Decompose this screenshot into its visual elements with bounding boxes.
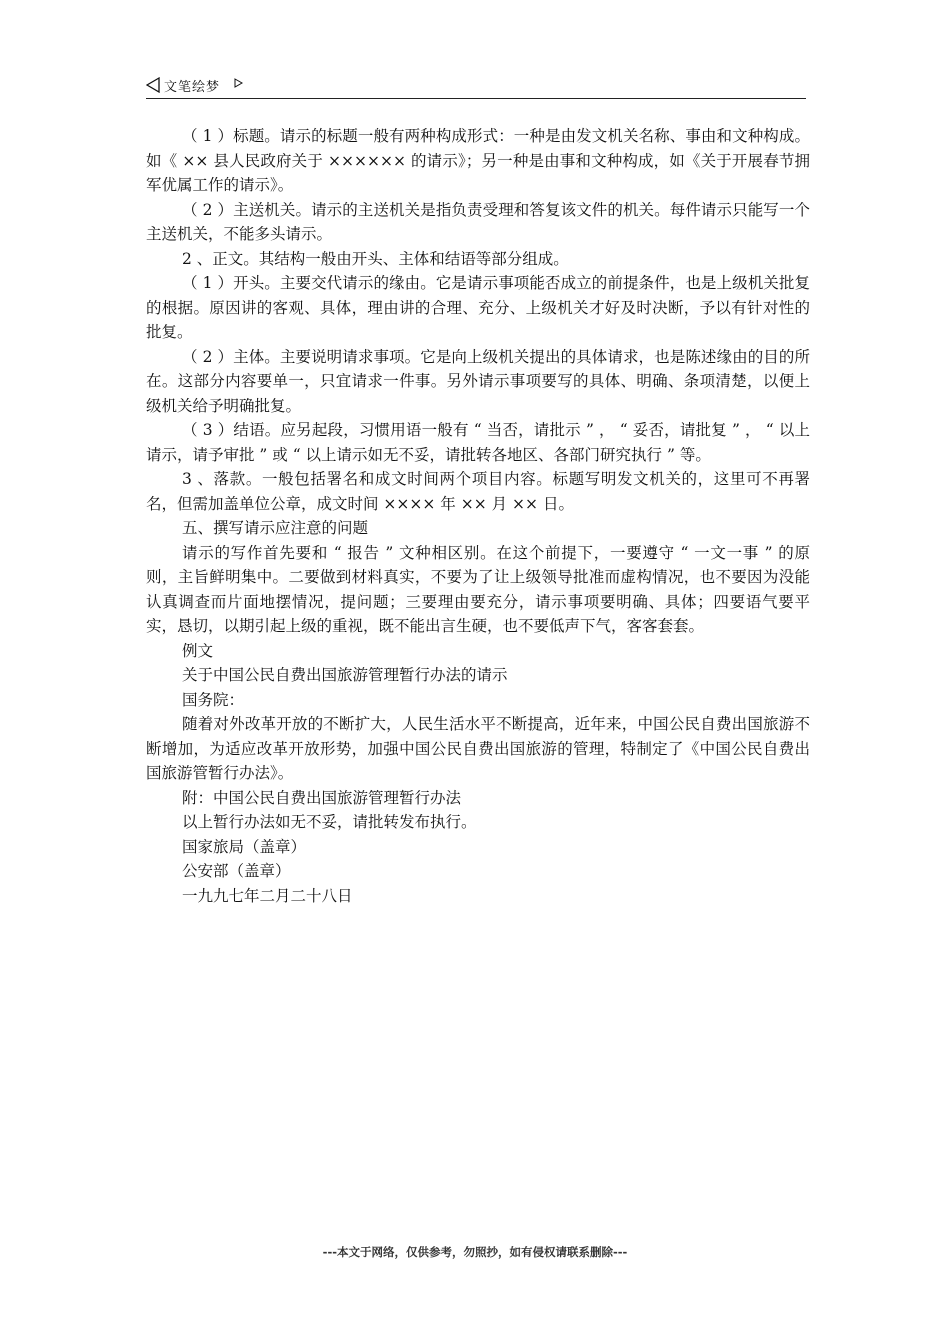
document-body — [146, 124, 810, 908]
paragraph-writing-notes: 请示的写作首先要和 “ 报告 ” 文种相区别。在这个前提下，一要遵守 “ 一文一事 ” 的原则，主旨鲜明集中。二要做到材料真实，不要为了让上级领导批准而虚构情况，也不要因为没能认真调查而片面地摆情况，提问题；三要理由要充分，请示事项要明确、具体；四要语气要平实，恳切，以期引起上级的重视，既不能出言生硬，也不要低声下气，客客套套。 — [146, 543, 810, 635]
example-recipient: 国务院： — [182, 690, 245, 709]
example-body: 随着对外改革开放的不断扩大，人民生活水平不断提高，近年来，中国公民自费出国旅游不断增加，为适应改革开放形势，加强中国公民自费出国旅游的管理，特制定了《中国公民自费出国旅游管暂行办法》。 — [146, 715, 810, 782]
example-label: 例文 — [182, 641, 214, 660]
example-sender-1: 国家旅局（盖章） — [182, 837, 307, 856]
example-request-line: 以上暂行办法如无不妥，请批转发布执行。 — [182, 813, 477, 831]
header-brand: 文笔绘梦 — [164, 80, 221, 95]
example-attachment: 附：中国公民自费出国旅游管理暂行办法 — [182, 788, 462, 807]
example-sender-2: 公安部（盖章） — [182, 862, 291, 880]
left-triangle-icon — [146, 77, 160, 93]
paragraph-main-body: （ 2 ）主体。主要说明请求事项。它是向上级机关提出的具体请求，也是陈述缘由的目的所在。这部分内容要单一，只宜请求一件事。另外请示事项要写的具体、明确、条项清楚，以便上级机关给予明确批复。 — [146, 347, 810, 415]
paragraph-closing: （ 3 ）结语。应另起段，习惯用语一般有 “ 当否，请批示 ” ， “ 妥否，请批复 ” ， “ 以上请示，请予审批 ” 或 “ 以上请示如无不妥，请批转各地区、各部门研究执行 ” 等。 — [146, 421, 810, 464]
footer-disclaimer: ---本文于网络，仅供参考，勿照抄，如有侵权请联系删除--- — [322, 1245, 628, 1259]
paragraph-title-section: （ 1 ）标题。请示的标题一般有两种构成形式：一种是由发文机关名称、事由和文种构成。如《 ×× 县人民政府关于 ×××××× 的请示》；另一种是由事和文种构成，如《关于开展春节拥军优属工作的请示》。 — [146, 127, 810, 194]
paragraph-signature: 3 、落款。一般包括署名和成文时间两个项目内容。标题写明发文机关的，这里可不再署名，但需加盖单位公章，成文时间 ×××× 年 ×× 月 ×× 日。 — [146, 470, 810, 513]
example-date: 一九九七年二月二十八日 — [182, 886, 353, 905]
section-heading-notes: 五、撰写请示应注意的问题 — [182, 519, 369, 537]
right-triangle-icon — [234, 78, 243, 88]
paragraph-opening: （ 1 ）开头。主要交代请示的缘由。它是请示事项能否成立的前提条件，也是上级机关批复的根据。原因讲的客观、具体，理由讲的合理、充分、上级机关才好及时决断，予以有针对性的批复。 — [146, 274, 810, 341]
paragraph-body-heading: 2 、正文。其结构一般由开头、主体和结语等部分组成。 — [182, 249, 569, 268]
paragraph-recipient-section: （ 2 ）主送机关。请示的主送机关是指负责受理和答复该文件的机关。每件请示只能写一个主送机关，不能多头请示。 — [146, 200, 810, 243]
page-header — [146, 74, 806, 99]
example-title: 关于中国公民自费出国旅游管理暂行办法的请示 — [182, 666, 508, 684]
